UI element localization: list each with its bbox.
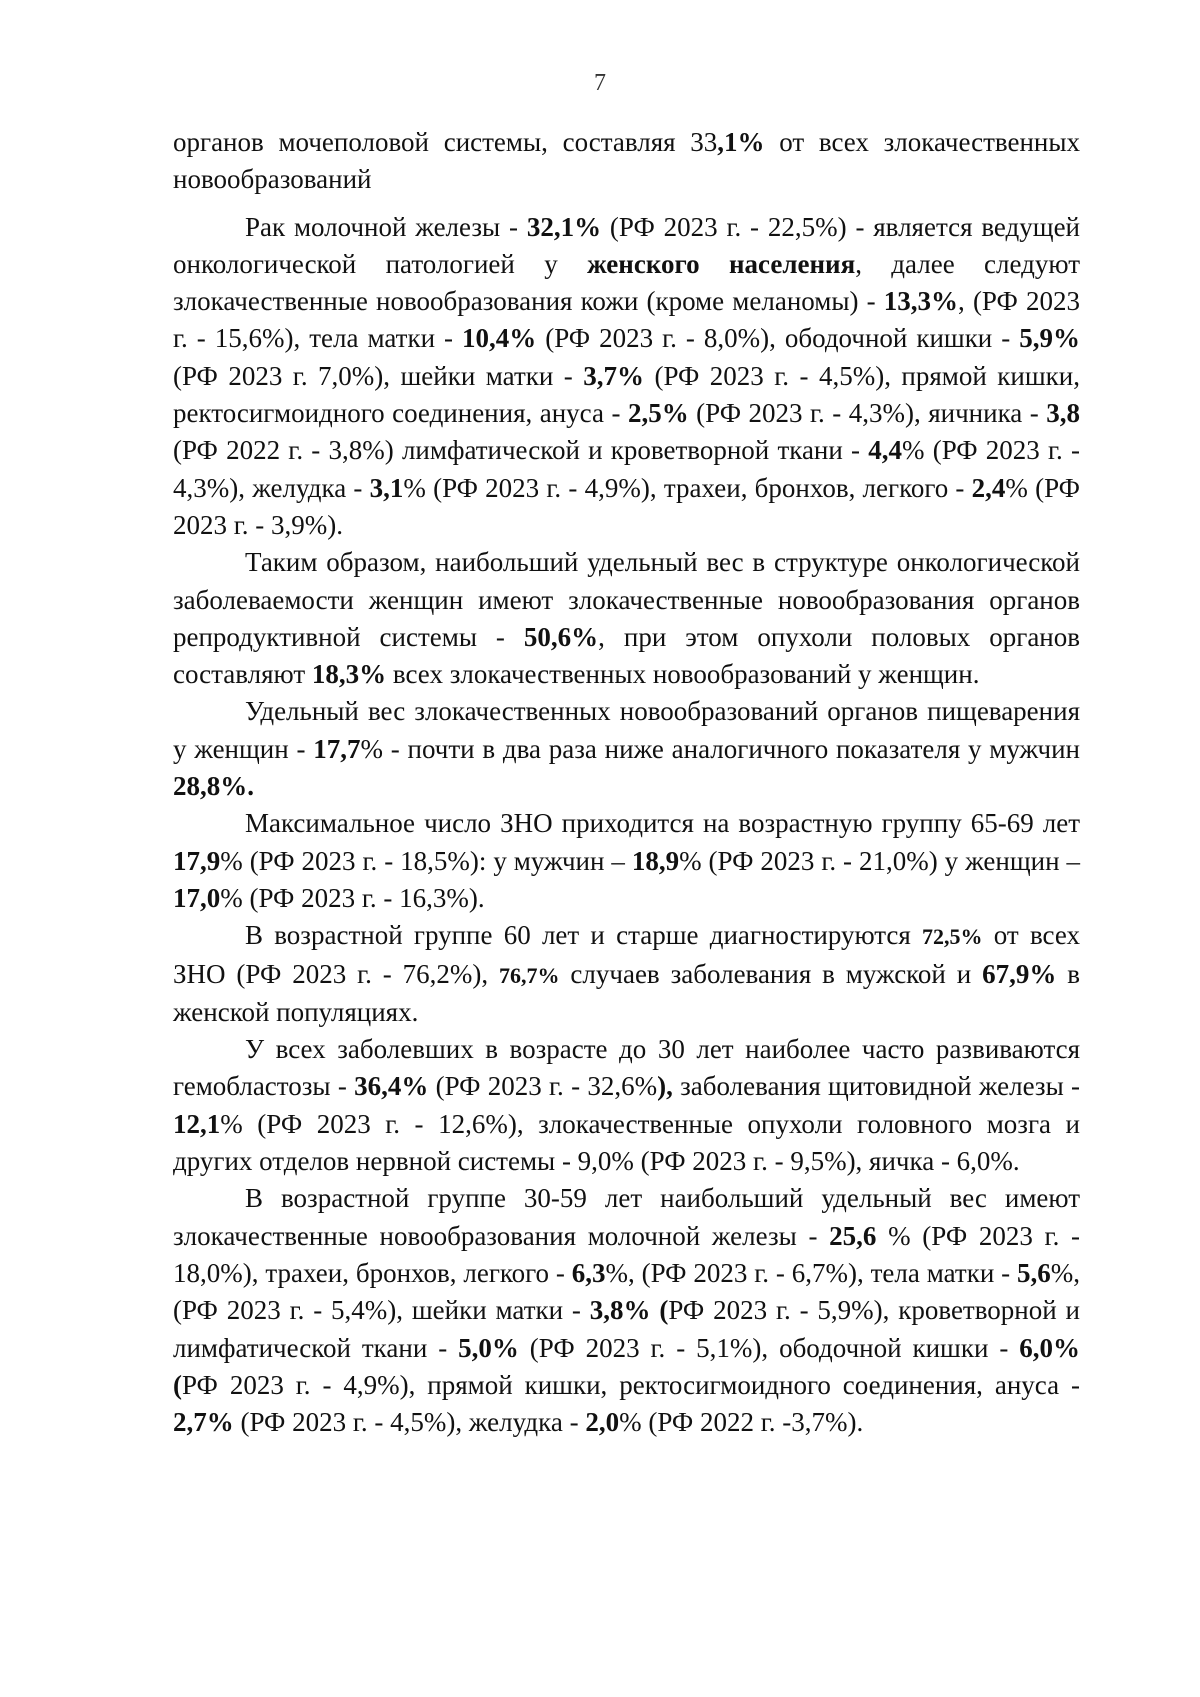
bold-value: 17,7 (313, 733, 361, 764)
bold-value: 17,0 (173, 882, 221, 913)
text-run: РФ 2023 г. - 4,9%), прямой кишки, ректосигмоидного соединения, ануса - (182, 1369, 1080, 1400)
bold-value: 3,1 (369, 472, 404, 503)
bold-value: 2,0 (585, 1407, 620, 1438)
text-run: % - почти в два раза ниже аналогичного показателя у мужчин (360, 733, 1080, 764)
paragraph-age-60-plus (173, 917, 1080, 1031)
bold-value: 6,0% ( (173, 1332, 1080, 1400)
text-run: (РФ 2023 г. - 4,3%), яичника - (688, 398, 1047, 429)
text-run: Таким образом, наибольший удельный вес в структуре онкологической заболеваемости женщин имеют злокачественные новообразования органов репродуктивной системы - (173, 547, 1080, 652)
text-run: заболевания щитовидной железы - (672, 1071, 1080, 1102)
text-run: (РФ 2023 г. - 4,5%), прямой кишки, ректосигмоидного соединения, ануса - (173, 360, 1080, 429)
text-run: % (РФ 2023 г. - 3,9%). (173, 472, 1080, 540)
bold-value: 67,9% (982, 958, 1057, 989)
bold-value: 72,5% (922, 924, 983, 950)
bold-value: 17,9 (173, 845, 221, 876)
paragraph-age-group-65-69 (173, 805, 1080, 917)
text-run: , далее следуют злокачественные новообразования кожи (кроме меланомы) - (173, 248, 1080, 317)
bold-value: женского населения (587, 248, 856, 279)
paragraph-reproductive-system (173, 544, 1080, 693)
text-run: % (РФ 2023 г. - 4,9%), трахеи, бронхов, легкого - (403, 472, 972, 503)
text-run: В возрастной группе 30-59 лет наибольший удельный вес имеют злокачественные новообразования молочной железы - (173, 1183, 1080, 1251)
text-run: % (РФ 2023 г. - 4,3%), желудка - (173, 435, 1080, 503)
text-run: случаев заболевания в мужской и (559, 958, 983, 989)
bold-value: 25,6 (829, 1220, 877, 1251)
text-run: (РФ 2022 г. - 3,8%) лимфатической и кроветворной ткани - (173, 435, 869, 466)
bold-value: 28,8%. (173, 771, 254, 802)
text-run: Рак молочной железы - (245, 211, 527, 242)
text-run: (РФ 2023 г. - 22,5%) - является ведущей онкологической патологией у (173, 211, 1080, 279)
bold-value: 13,3% (883, 286, 959, 317)
text-run: от всех ЗНО (РФ 2023 г. - 76,2%), (173, 920, 1080, 989)
bold-value: 5,6 (1017, 1257, 1051, 1288)
bold-value: 50,6% (523, 621, 599, 652)
text-run: всех злокачественных новообразований у женщин. (386, 659, 980, 690)
text-run: % (РФ 2023 г. - 12,6%), злокачественные опухоли головного мозга и других отделов нервной системы - 9,0% (РФ 2023 г. - 9,5%), яичка - 6,0%. (173, 1108, 1080, 1177)
text-run: (РФ 2023 г. 7,0%), шейки матки - (173, 360, 584, 391)
bold-value: ,1% (717, 127, 765, 157)
text-run: Максимальное число ЗНО приходится на возрастную группу 65-69 лет (245, 808, 1080, 839)
bold-value: 2,4 (971, 472, 1006, 503)
text-run: % (РФ 2023 г. - 18,0%), трахеи, бронхов, легкого - (173, 1220, 1081, 1288)
bold-value: 32,1% (526, 211, 602, 242)
text-run: В возрастной группе 60 лет и старше диагностируются (245, 920, 923, 951)
bold-value: 18,9 (631, 845, 680, 876)
bold-value: 10,4% (462, 323, 537, 354)
text-run: от всех злокачественных новообразований (173, 127, 1081, 195)
bold-value: 12,1 (173, 1108, 221, 1139)
bold-value: 4,4 (868, 435, 902, 466)
paragraph-under-30 (173, 1031, 1080, 1180)
text-run: , (РФ 2023 г. - 15,6%), тела матки - (173, 286, 1080, 354)
paragraph-genitourinary (173, 124, 1080, 199)
text-run: У всех заболевших в возрасте до 30 лет наиболее часто развиваются гемобластозы - (173, 1034, 1080, 1102)
bold-value: 5,9% (1019, 323, 1080, 354)
bold-value: 6,3 (571, 1257, 606, 1288)
page-number: 7 (594, 70, 606, 96)
text-run: % (РФ 2023 г. - 16,3%). (220, 882, 485, 913)
paragraph-age-30-59 (173, 1180, 1080, 1441)
text-run: %, (РФ 2023 г. - 6,7%), тела матки - (605, 1257, 1018, 1288)
bold-value: 5,0% (458, 1332, 519, 1363)
text-run: , при этом опухоли половых органов составляют (173, 621, 1081, 690)
bold-value: 2,5% (627, 398, 689, 429)
text-run: % (РФ 2023 г. - 21,0%) у женщин – (679, 845, 1080, 876)
text-run: %, (РФ 2023 г. - 5,4%), шейки матки - (173, 1257, 1081, 1326)
text-run: % (РФ 2022 г. -3,7%). (619, 1407, 864, 1438)
paragraph-digestive-organs (173, 693, 1080, 805)
text-run: (РФ 2023 г. - 8,0%), ободочной кишки - (536, 323, 1020, 354)
bold-value: 3,8% ( (589, 1295, 669, 1326)
bold-value: 3,7% (583, 360, 644, 391)
paragraph-female-breast-cancer (173, 209, 1080, 545)
bold-value: 3,8 (1046, 398, 1080, 429)
text-run: в женской популяциях. (173, 958, 1081, 1027)
text-run: (РФ 2023 г. - 4,5%), желудка - (233, 1407, 586, 1438)
text-run: РФ 2023 г. - 5,9%), кроветворной и лимфатической ткани - (173, 1295, 1080, 1363)
text-run: органов мочеполовой системы, составляя 33 (173, 127, 718, 157)
bold-value: 76,7% (499, 962, 560, 988)
text-run: % (РФ 2023 г. - 18,5%): у мужчин – (220, 845, 632, 876)
text-run: Удельный вес злокачественных новообразований органов пищеварения у женщин - (173, 696, 1080, 764)
bold-value: 2,7% (173, 1407, 234, 1438)
document-body (173, 124, 1080, 1441)
bold-value: 36,4% (354, 1071, 429, 1102)
text-run: (РФ 2023 г. - 32,6% (428, 1071, 658, 1102)
bold-value: ), (657, 1071, 673, 1102)
bold-value: 18,3% (311, 659, 387, 690)
text-run: (РФ 2023 г. - 5,1%), ободочной кишки - (518, 1332, 1020, 1363)
